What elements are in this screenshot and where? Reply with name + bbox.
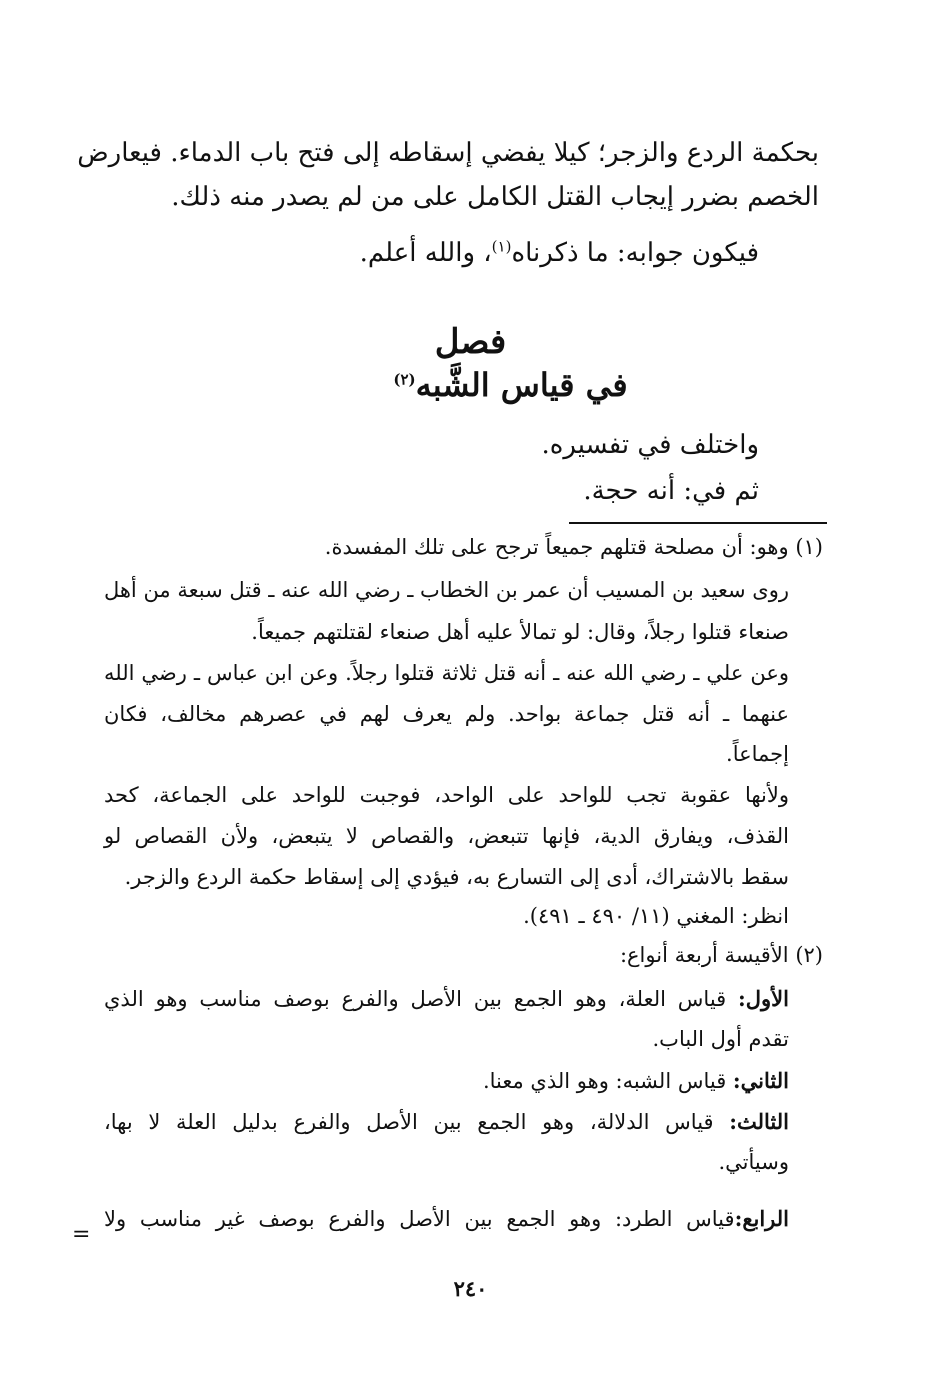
footnote-line: (٢) الأقيسة أربعة أنواع: [619, 943, 823, 967]
section-line: واختلف في تفسيره. [541, 430, 759, 460]
footnote-line [104, 1109, 789, 1135]
main-line: بحكمة الردع والزجر؛ كيلا يفضي إسقاطه إلى فتح باب الدماء. فيعارض [77, 138, 819, 168]
page-number: ٢٤٠ [453, 1276, 488, 1301]
footnote-line: انظر: المغني (١١/ ٤٩٠ ـ ٤٩١). [523, 904, 789, 928]
main-text-segment: فيكون جوابه: ما ذكرناه [511, 238, 759, 268]
main-line: الخصم بضرر إيجاب القتل الكامل على من لم يصدر منه ذلك. [171, 182, 819, 212]
footnote-ref: (١) [491, 237, 512, 256]
footnote-line: وسيأتي. [718, 1150, 789, 1174]
section-line: ثم في: أنه حجة. [583, 476, 759, 506]
footnote-text: قياس العلة، وهو الجمع بين الأصل والفرع بوصف مناسب وهو الذي [104, 987, 739, 1011]
footnote-line: صنعاء قتلوا رجلاً، وقال: لو تمالأ عليه أهل صنعاء لقتلتهم جميعاً. [251, 620, 789, 644]
footnote-line: تقدم أول الباب. [652, 1027, 789, 1051]
footnote-line: وعن علي ـ رضي الله عنه ـ أنه قتل ثلاثة قتلوا رجلاً. وعن ابن عباس ـ رضي الله [104, 661, 789, 685]
footnote-line: روى سعيد بن المسيب أن عمر بن الخطاب ـ رضي الله عنه ـ قتل سبعة من أهل [103, 578, 789, 602]
footnote-line [104, 1206, 789, 1232]
footnote-lead: الرابع: [734, 1206, 789, 1231]
section-title: فصل [434, 322, 507, 362]
footnote-text: قياس الشبه: وهو الذي معنا. [482, 1069, 733, 1093]
footnote-lead: الأول: [738, 986, 789, 1011]
section-subtitle-text: في قياس الشَّبه [415, 366, 628, 404]
footnote-lead: الثالث: [729, 1109, 789, 1134]
footnote-text: قياس الطرد: وهو الجمع بين الأصل والفرع بوصف غير مناسب ولا [104, 1207, 735, 1231]
footnote-text: قياس الدلالة، وهو الجمع بين الأصل والفرع بدليل العلة لا بها، [104, 1110, 730, 1134]
footnote-line: ولأنها عقوبة تجب للواحد على الواحد، فوجبت للواحد على الجماعة، كحد [104, 783, 789, 807]
section-subtitle [0, 366, 941, 404]
footnote-ref: (٢) [393, 370, 416, 389]
continuation-mark: = [72, 1222, 91, 1247]
footnote-lead: الثاني: [732, 1068, 789, 1093]
footnote-line: القذف، ويفارق الدية، فإنها تتبعض، والقصاص لا يتبعض، ولأن القصاص لو [104, 824, 789, 848]
main-line [360, 238, 759, 269]
footnote-line [104, 986, 789, 1012]
footnote-line: إجماعاً. [726, 742, 789, 766]
footnote-line [483, 1068, 789, 1094]
main-text-segment: ، والله أعلم. [359, 238, 492, 268]
footnote-separator [569, 522, 827, 524]
footnote-line: عنهما ـ أنه قتل جماعة بواحد. ولم يعرف لهم في عصرهم مخالف، فكان [104, 702, 789, 726]
footnote-line: سقط بالاشتراك، أدى إلى التسارع به، فيؤدي إلى إسقاط حكمة الردع والزجر. [124, 865, 789, 889]
footnote-line: (١) وهو: أن مصلحة قتلهم جميعاً ترجح على تلك المفسدة. [324, 535, 823, 559]
